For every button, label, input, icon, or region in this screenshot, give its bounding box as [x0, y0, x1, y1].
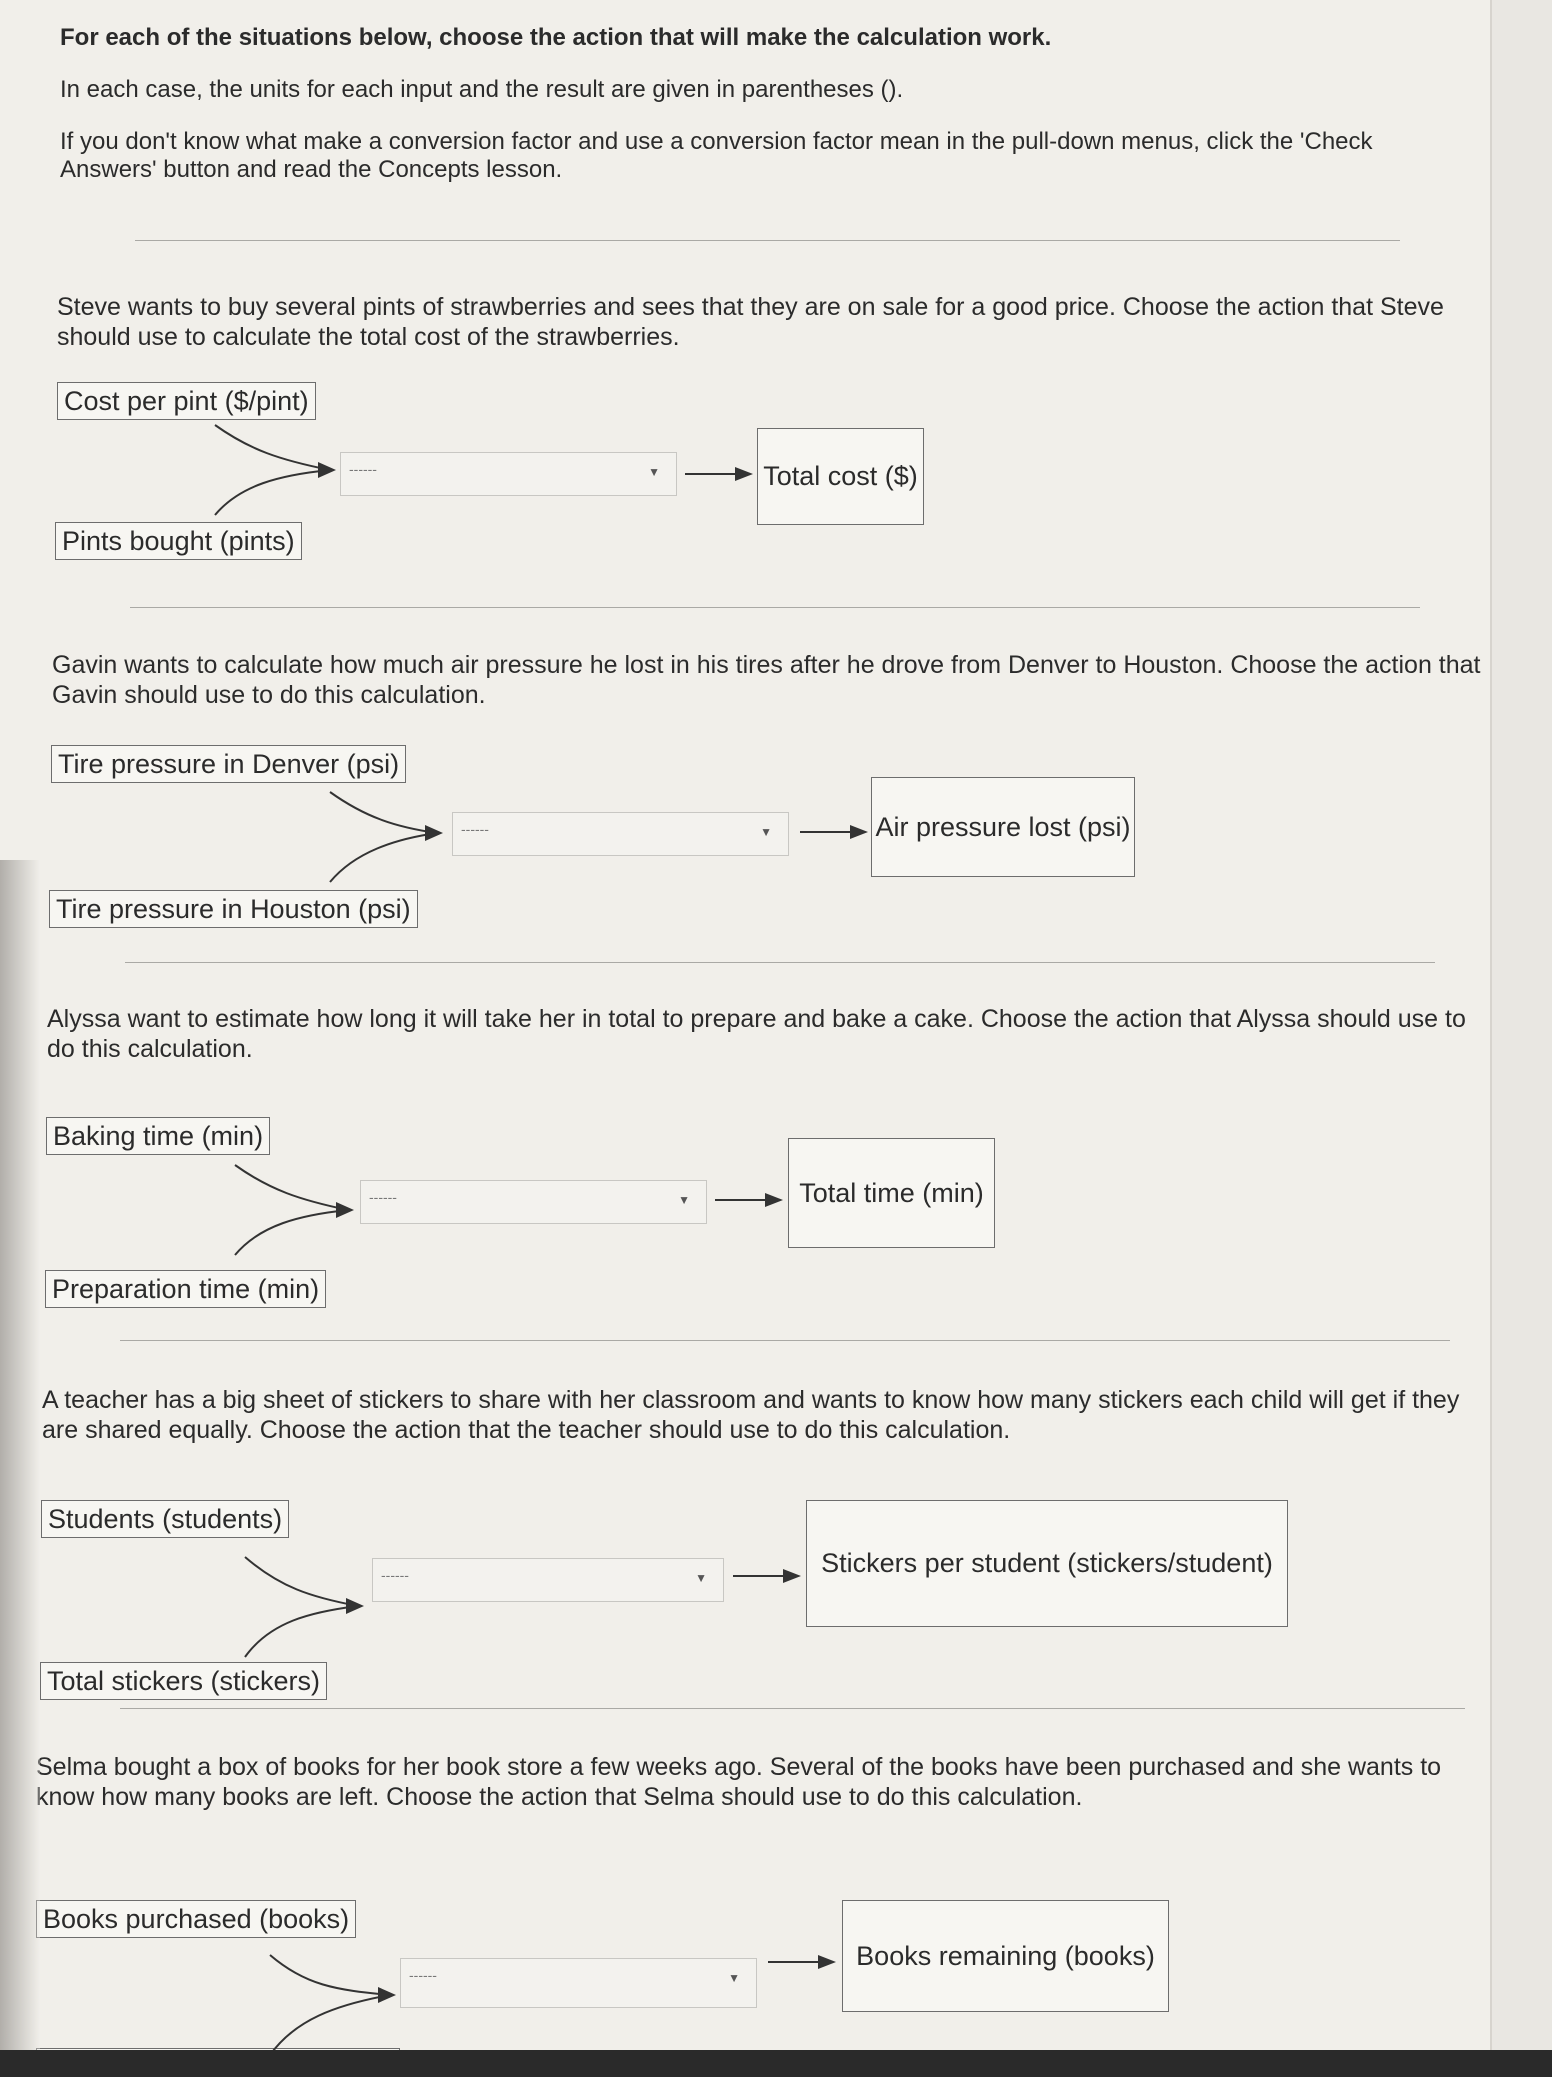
problem-5-result: Books remaining (books): [842, 1900, 1169, 2012]
problem-3-input-1: Baking time (min): [46, 1117, 270, 1155]
separator: [120, 1708, 1465, 1709]
problem-2-result: Air pressure lost (psi): [871, 777, 1135, 877]
instructions: [60, 24, 1460, 208]
separator: [125, 962, 1435, 963]
problem-2-input-2: Tire pressure in Houston (psi): [49, 890, 418, 928]
problem-1-merge-arrow: [210, 420, 340, 520]
chevron-down-icon: ▼: [695, 1571, 707, 1585]
shadow: [0, 860, 40, 2077]
problem-1-action-select[interactable]: [340, 452, 677, 496]
separator: [120, 1340, 1450, 1341]
chevron-down-icon: ▼: [760, 825, 772, 839]
problem-4-result: Stickers per student (stickers/student): [806, 1500, 1288, 1627]
bottom-edge: [0, 2050, 1552, 2077]
problem-4-text: A teacher has a big sheet of stickers to share with her classroom and wants to know how many stickers each child will get if they are shared equally. Choose the action that the teacher should use to do this calculation.: [42, 1386, 1460, 1444]
problem-3-result-arrow: [715, 1192, 785, 1208]
problem-4-action-select[interactable]: [372, 1558, 724, 1602]
problem-3-text: Alyssa want to estimate how long it will take her in total to prepare and bake a cake. Choose the action that Alyssa should use to do this calculation.: [47, 1005, 1466, 1063]
problem-1-result: Total cost ($): [757, 428, 924, 525]
problem-5-action-select[interactable]: [400, 1958, 757, 2008]
problem-3-input-2: Preparation time (min): [45, 1270, 326, 1308]
problem-2-merge-arrow: [325, 787, 445, 887]
select-placeholder: ------: [369, 1189, 397, 1205]
problem-5-text: Selma bought a box of books for her book store a few weeks ago. Several of the books have been purchased and she wants to know how many books are left. Choose the action that Selma should use to do this calculation.: [36, 1753, 1442, 1811]
problem-2-input-1: Tire pressure in Denver (psi): [51, 745, 406, 783]
separator: [130, 607, 1420, 608]
problem-4-result-arrow: [733, 1568, 803, 1584]
select-placeholder: ------: [349, 461, 377, 477]
problem-4-input-1: Students (students): [41, 1500, 289, 1538]
separator: [135, 240, 1400, 241]
problem-1-input-1: Cost per pint ($/pint): [57, 382, 316, 420]
chevron-down-icon: ▼: [678, 1193, 690, 1207]
problem-5-result-arrow: [768, 1954, 838, 1970]
problem-5-merge-arrow: [265, 1950, 400, 2060]
problem-2-action-select[interactable]: [452, 812, 789, 856]
instructions-help: If you don't know what make a conversion factor and use a conversion factor mean in the pull-down menus, click the 'Check Answers' button and read the Concepts lesson.: [60, 128, 1373, 183]
problem-1-text: Steve wants to buy several pints of strawberries and sees that they are on sale for a good price. Choose the action that Steve should use to calculate the total cost of the strawberries.: [57, 293, 1444, 351]
problem-3-action-select[interactable]: [360, 1180, 707, 1224]
problem-5-input-1: Books purchased (books): [36, 1900, 356, 1938]
problem-1-result-arrow: [685, 466, 755, 482]
problem-1-input-2: Pints bought (pints): [55, 522, 302, 560]
select-placeholder: ------: [461, 821, 489, 837]
problem-2-result-arrow: [800, 824, 870, 840]
instructions-units-note: In each case, the units for each input and the result are given in parentheses ().: [60, 76, 904, 103]
select-placeholder: ------: [381, 1567, 409, 1583]
select-placeholder: ------: [409, 1967, 437, 1983]
problem-4-input-2: Total stickers (stickers): [40, 1662, 327, 1700]
chevron-down-icon: ▼: [648, 465, 660, 479]
problem-3-merge-arrow: [230, 1160, 360, 1260]
instructions-lead: For each of the situations below, choose the action that will make the calculation work.: [60, 24, 1052, 51]
chevron-down-icon: ▼: [728, 1971, 740, 1985]
problem-3-result: Total time (min): [788, 1138, 995, 1248]
problem-2-text: Gavin wants to calculate how much air pressure he lost in his tires after he drove from Denver to Houston. Choose the action that Gavin should use to do this calculation.: [52, 651, 1481, 709]
problem-4-merge-arrow: [240, 1552, 370, 1662]
